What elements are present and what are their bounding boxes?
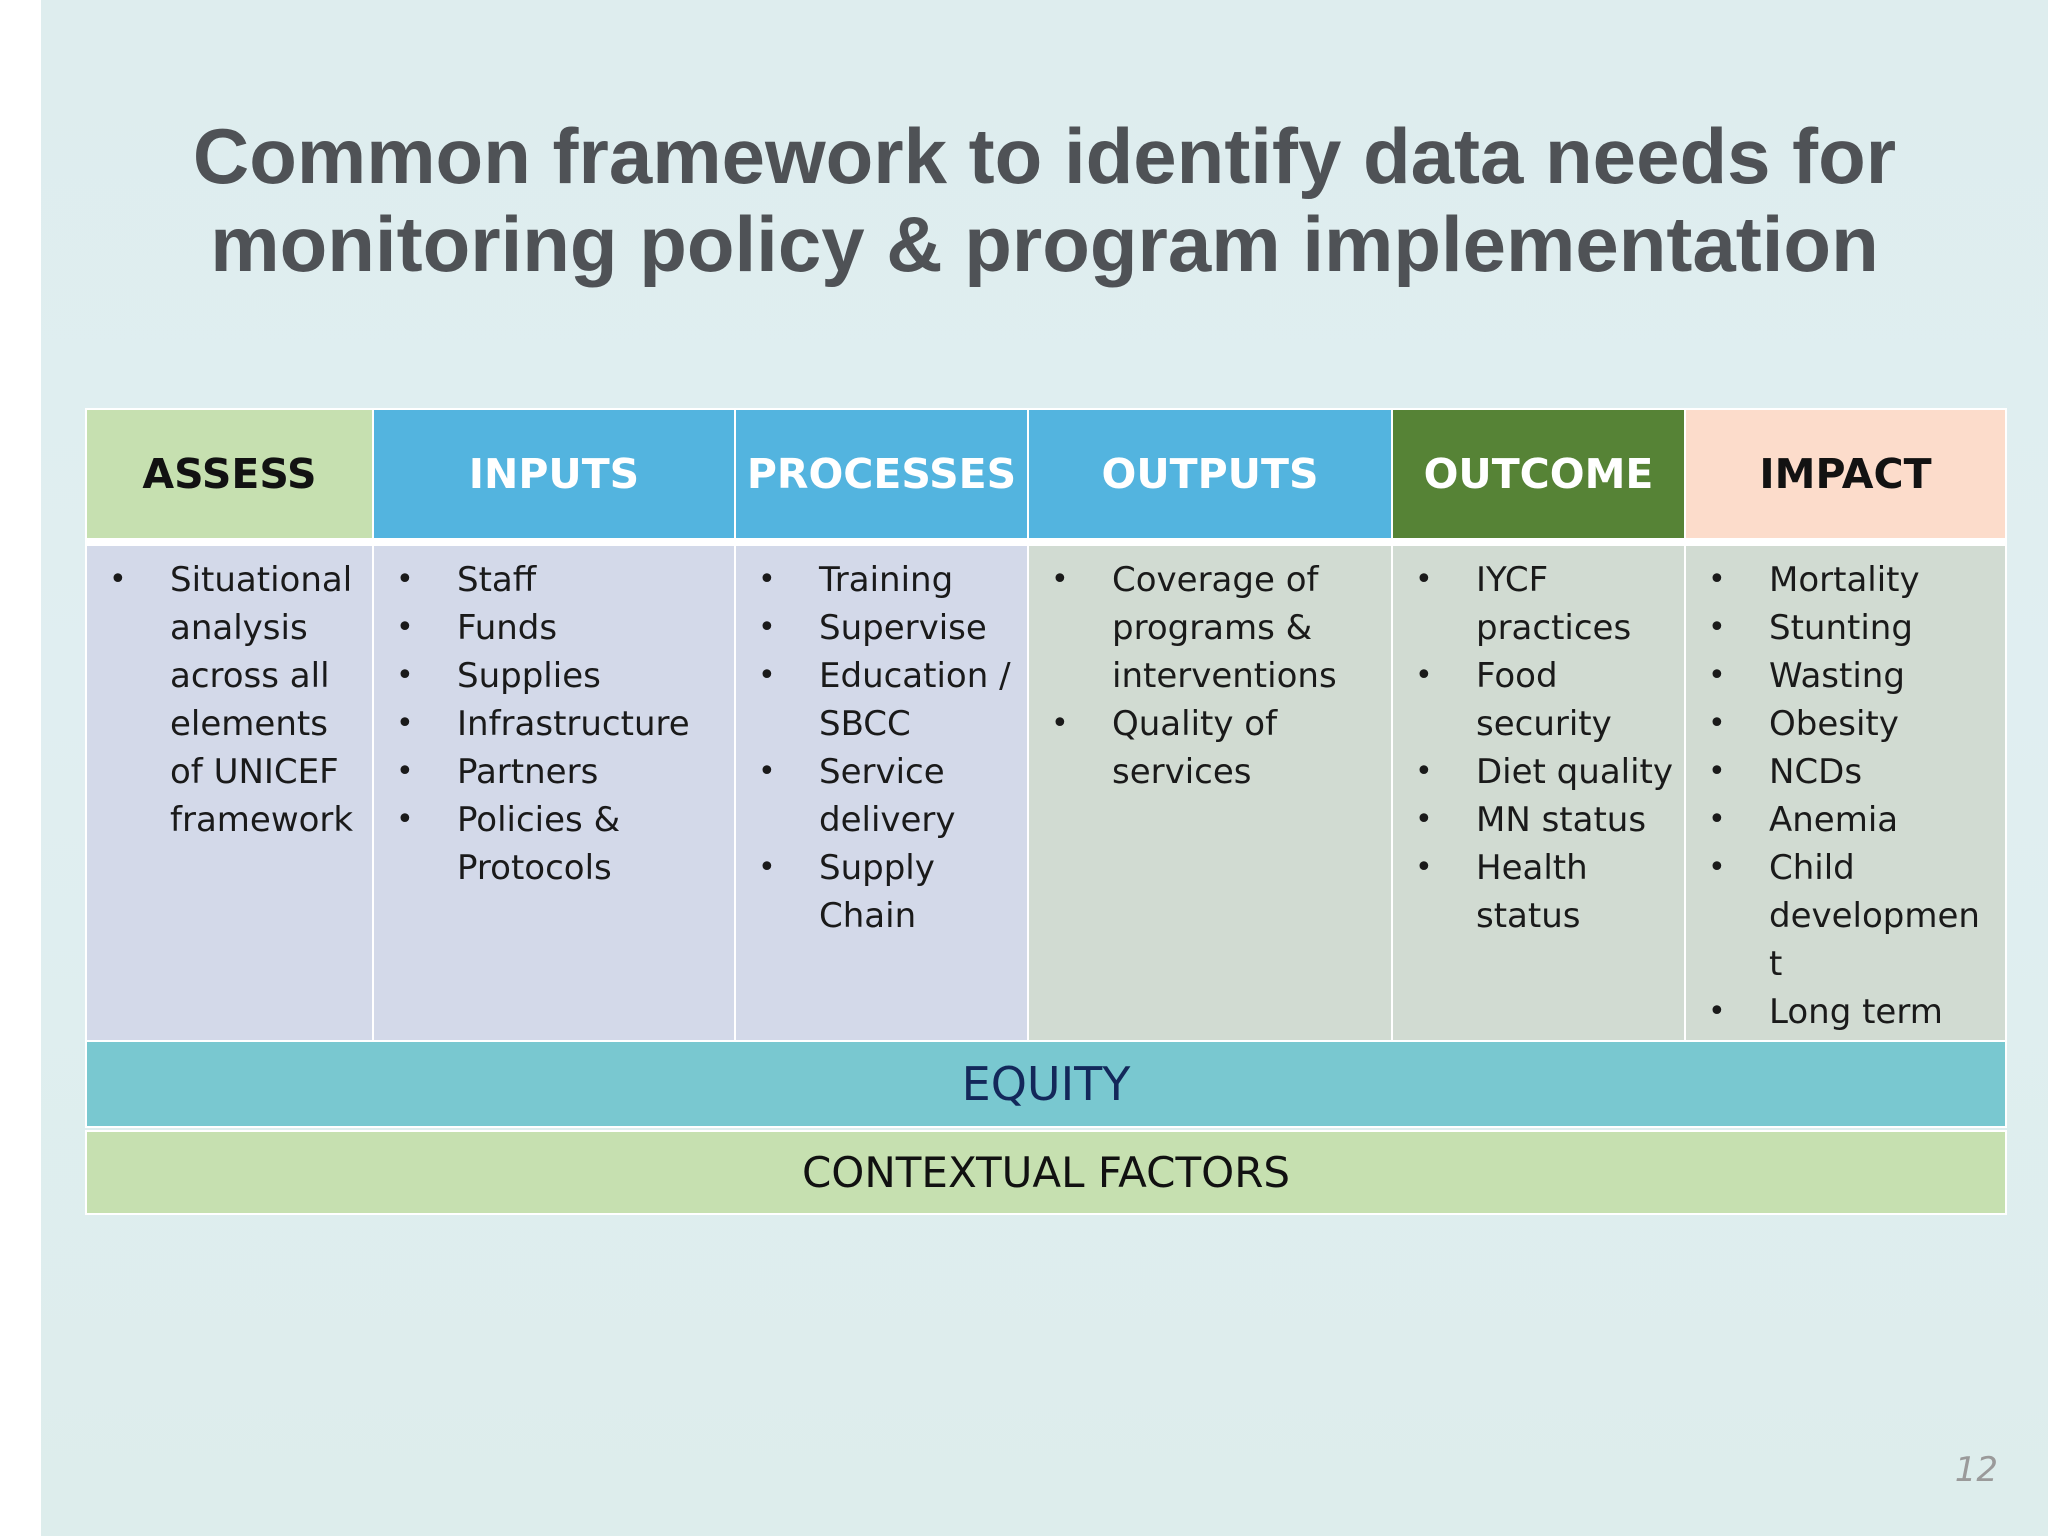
bullet-icon: • [758,562,776,597]
bullet-icon: • [758,658,776,693]
list-item-text: Policies & Protocols [457,800,621,888]
list-item [1393,556,1684,652]
header-processes: PROCESSES [736,410,1029,538]
column-inputs [374,546,736,1042]
list-item-text: Supervise [819,608,987,648]
header-outputs: OUTPUTS [1029,410,1393,538]
list-item [374,700,734,748]
bullet-icon: • [1708,850,1726,885]
bullet-icon: • [1708,610,1726,645]
list-item [1686,748,2005,796]
page-number: 12 [1954,1450,1998,1490]
framework-header-row [87,410,2005,546]
list-impact [1686,556,2005,1036]
list-item-text: Child developmen t [1769,848,1980,984]
list-item-text: IYCF practices [1476,560,1632,648]
header-outcome: OUTCOME [1393,410,1686,538]
list-item-text: Partners [457,752,599,792]
list-item-text: Mortality [1769,560,1920,600]
bullet-icon: • [1051,706,1069,741]
list-item [1686,652,2005,700]
bullet-icon: • [1415,802,1433,837]
column-assess [87,546,374,1042]
list-item-text: NCDs [1769,752,1863,792]
list-item [1393,748,1684,796]
bullet-icon: • [1708,706,1726,741]
list-item-text: Staff [457,560,537,600]
list-inputs [374,556,734,892]
list-outputs [1029,556,1391,796]
list-item-text: Health status [1476,848,1588,936]
equity-bar: EQUITY [85,1040,2007,1128]
bullet-icon: • [396,706,414,741]
list-item-text: Service delivery [819,752,956,840]
bullet-icon: • [396,802,414,837]
list-item-text: Quality of services [1112,704,1278,792]
framework-body-row [87,546,2005,1042]
slide-title-line-1: Common framework to identify data needs for [192,112,1897,200]
bullet-icon: • [758,754,776,789]
list-item [1686,844,2005,988]
bullet-icon: • [396,754,414,789]
list-item [1029,556,1391,700]
list-item [1686,604,2005,652]
header-assess: ASSESS [87,410,374,538]
slide-title-line-2: monitoring policy & program implementation [210,200,1879,288]
list-item-text: Situational analysis across all elements of UNICEF framework [170,560,354,840]
slide-title [41,112,2048,288]
list-item [736,844,1027,940]
bullet-icon: • [1415,562,1433,597]
bullet-icon: • [1415,754,1433,789]
list-item-text: Obesity [1769,704,1899,744]
bullet-icon: • [1708,802,1726,837]
list-item [736,604,1027,652]
header-impact: IMPACT [1686,410,2005,538]
list-item [1686,700,2005,748]
list-processes [736,556,1027,940]
list-item [736,748,1027,844]
bullet-icon: • [758,610,776,645]
list-item-text: Wasting [1769,656,1905,696]
list-outcome [1393,556,1684,940]
list-item-text: Funds [457,608,558,648]
column-processes [736,546,1029,1042]
list-item [1686,796,2005,844]
list-item [1686,556,2005,604]
list-item-text: Coverage of programs & interventions [1112,560,1337,696]
list-item-text: Infrastructure [457,704,690,744]
list-item [374,652,734,700]
bullet-icon: • [396,658,414,693]
list-item [736,556,1027,604]
bullet-icon: • [758,850,776,885]
list-item [374,748,734,796]
list-item [736,652,1027,748]
list-item [1029,700,1391,796]
list-item-text: Training [819,560,954,600]
list-item-text: Supply Chain [819,848,935,936]
list-item [374,604,734,652]
bullet-icon: • [109,562,127,597]
column-outputs [1029,546,1393,1042]
list-item [1393,796,1684,844]
column-outcome [1393,546,1686,1042]
column-impact [1686,546,2005,1042]
bullet-icon: • [1708,754,1726,789]
bullet-icon: • [1415,658,1433,693]
list-assess [87,556,372,844]
list-item [1393,652,1684,748]
list-item-text: Diet quality [1476,752,1673,792]
bullet-icon: • [1051,562,1069,597]
list-item [1686,988,2005,1036]
bullet-icon: • [396,562,414,597]
list-item-text: Food security [1476,656,1612,744]
list-item-text: Stunting [1769,608,1913,648]
bullet-icon: • [1708,562,1726,597]
bullet-icon: • [396,610,414,645]
list-item [374,556,734,604]
bullet-icon: • [1708,994,1726,1029]
list-item-text: Education / SBCC [819,656,1011,744]
header-inputs: INPUTS [374,410,736,538]
framework-table [85,408,2007,1044]
list-item-text: Supplies [457,656,601,696]
list-item [1393,844,1684,940]
list-item [87,556,372,844]
list-item-text: MN status [1476,800,1647,840]
list-item [374,796,734,892]
bullet-icon: • [1415,850,1433,885]
list-item-text: Anemia [1769,800,1899,840]
contextual-factors-bar: CONTEXTUAL FACTORS [85,1130,2007,1215]
list-item-text: Long term [1769,992,1943,1032]
bullet-icon: • [1708,658,1726,693]
